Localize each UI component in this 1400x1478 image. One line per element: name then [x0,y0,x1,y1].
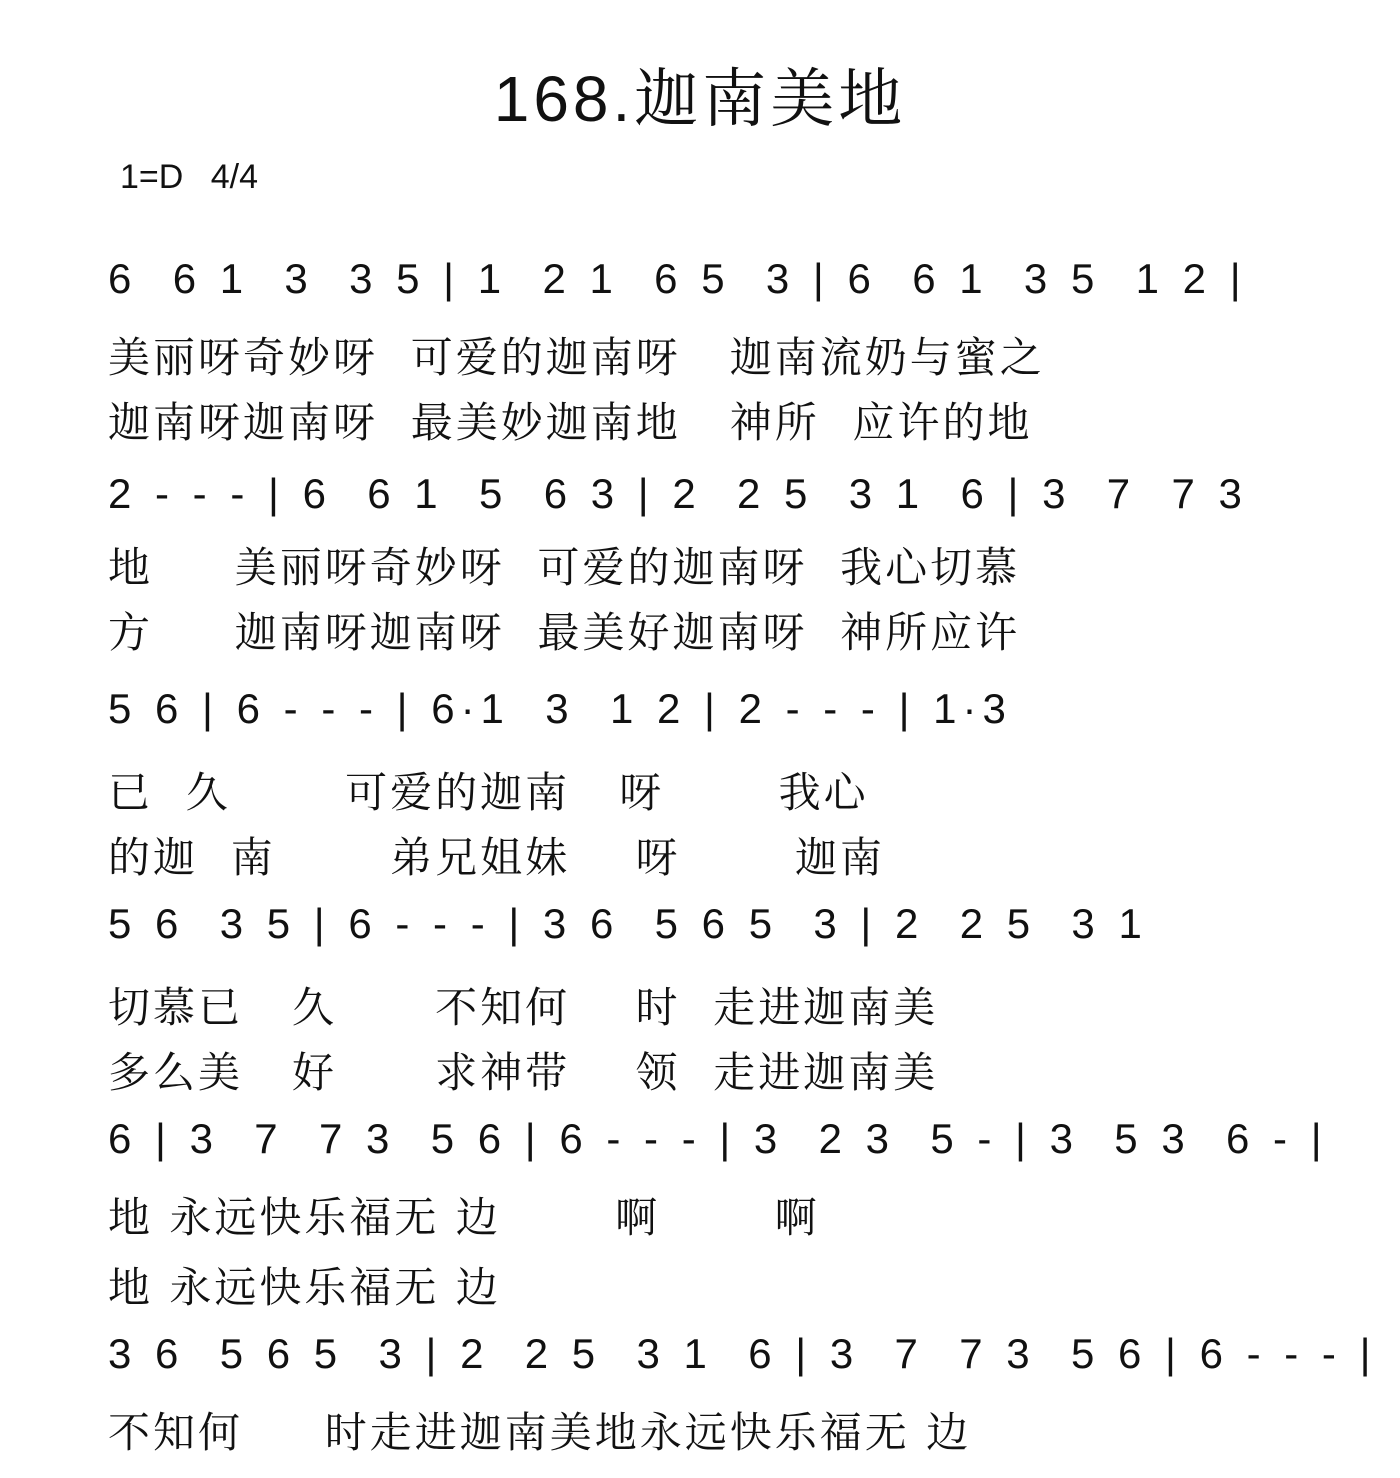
lyric-verse-1: 地 永远快乐福无 边 啊 啊 [108,1193,820,1242]
notes-line: 3 6 5 6 5 3 | 2 2 5 3 1 6 | 3 7 7 3 5 6 | 6 - - - | [108,1330,1377,1377]
lyric-verse-1: 地 美丽呀奇妙呀 可爱的迦南呀 我心切慕 [108,543,1021,592]
lyric-verse-1: 不知何 时走进迦南美地永远快乐福无 边 [108,1408,972,1457]
lyric-verse-1: 已 久 可爱的迦南 呀 我心 [108,768,869,817]
key-signature: 1=D 4/4 [120,158,259,196]
lyric-verse-1: 美丽呀奇妙呀 可爱的迦南呀 迦南流奶与蜜之 [108,333,1045,382]
lyric-verse-2: 地 永远快乐福无 边 [108,1263,501,1312]
lyric-verse-2: 方 迦南呀迦南呀 最美好迦南呀 神所应许 [108,608,1021,657]
lyric-verse-2: 迦南呀迦南呀 最美妙迦南地 神所 应许的地 [108,398,1033,447]
notes-line: 5 6 | 6 - - - | 6·1 3 1 2 | 2 - - - | 1·3 [108,685,1012,732]
song-title: 168.迦南美地 [493,63,907,135]
notes-line: 2 - - - | 6 6 1 5 6 3 | 2 2 5 3 1 6 | 3 7 7 3 [108,470,1248,517]
lyric-verse-2: 的迦 南 弟兄姐妹 呀 迦南 [108,833,886,882]
notes-line: 6 6 1 3 3 5 | 1 2 1 6 5 3 | 6 6 1 3 5 1 2 | [108,255,1247,302]
lyric-verse-1: 切慕已 久 不知何 时 走进迦南美 [108,983,939,1032]
notes-line: 6 | 3 7 7 3 5 6 | 6 - - - | 3 2 3 5 - | 3 5 3 6 - | [108,1115,1328,1162]
notes-line: 5 6 3 5 | 6 - - - | 3 6 5 6 5 3 | 2 2 5 3 1 [108,900,1148,947]
lyric-verse-2: 多么美 好 求神带 领 走进迦南美 [108,1048,939,1097]
